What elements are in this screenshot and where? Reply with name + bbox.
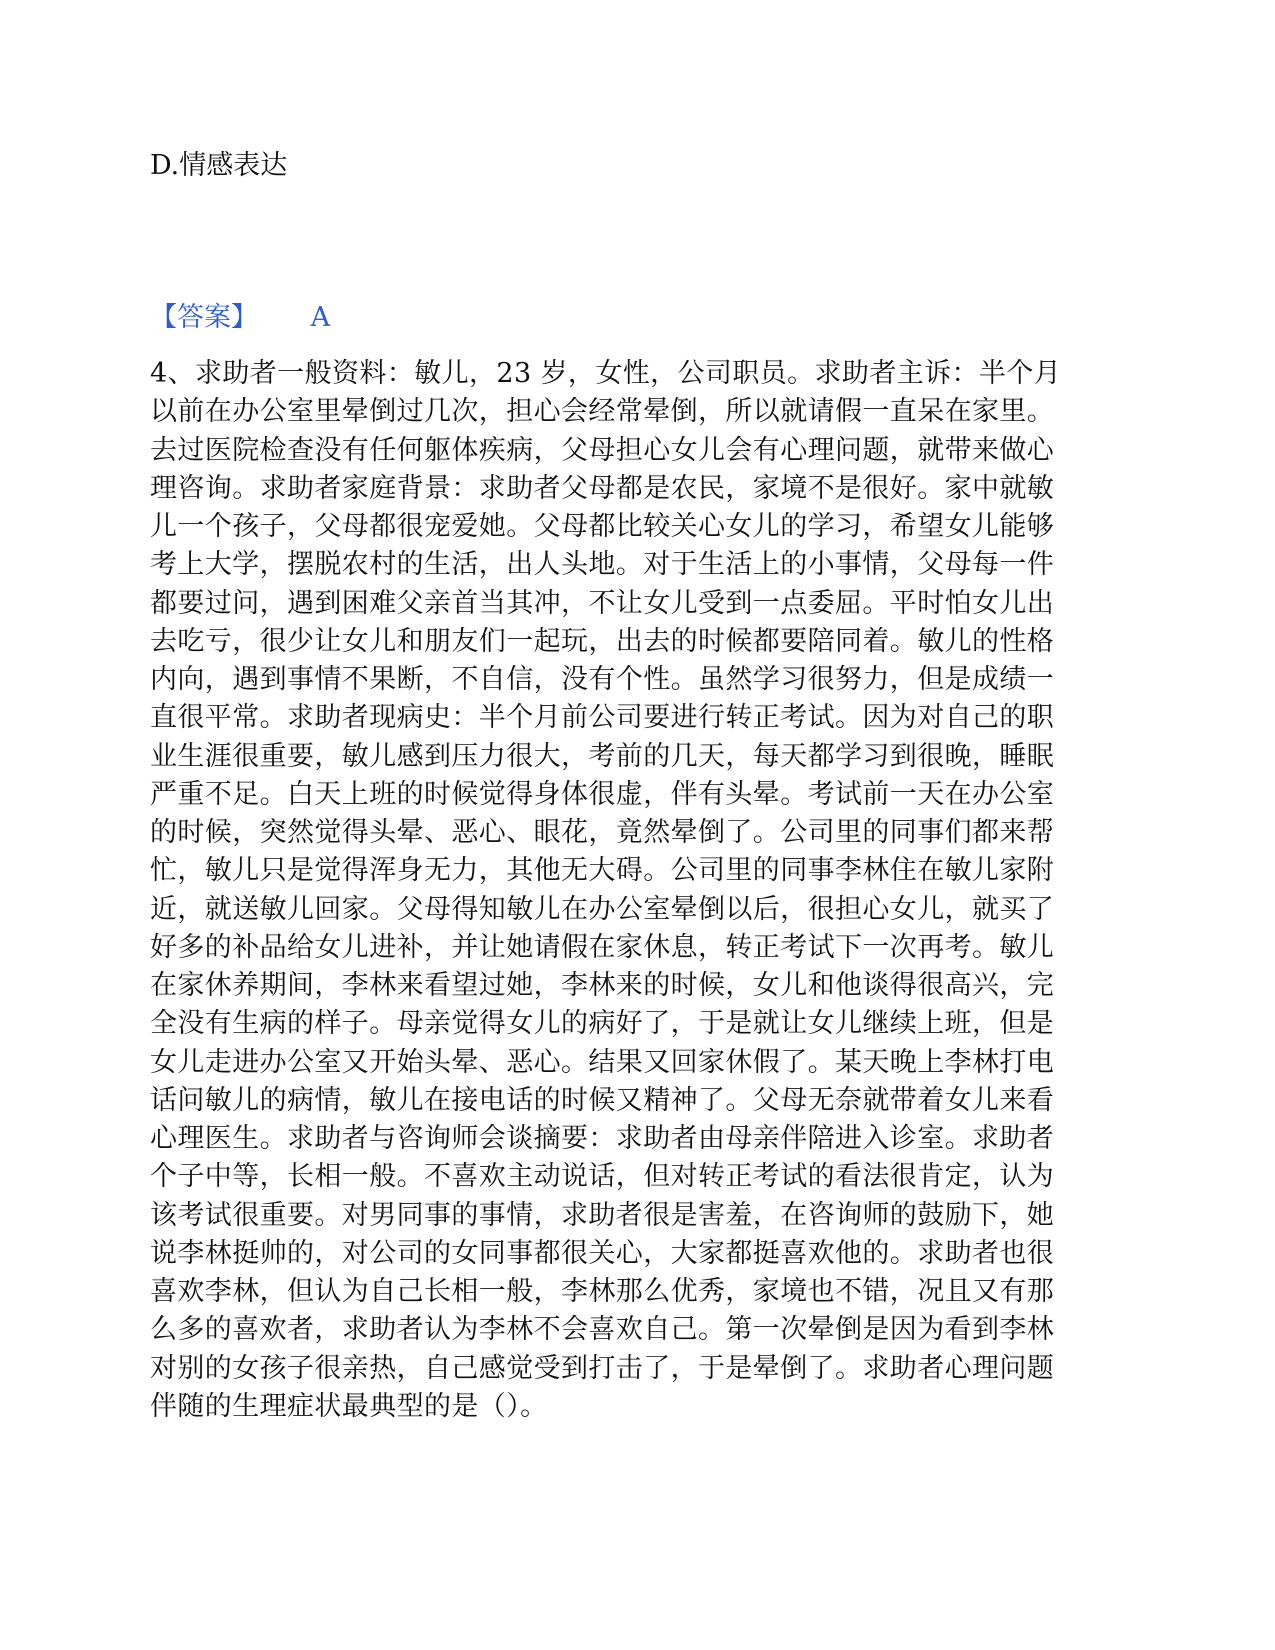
answer-row <box>150 300 330 336</box>
answer-label: 【答案】 <box>150 302 258 333</box>
answer-value: A <box>310 302 331 333</box>
question-line: 考上大学，摆脱农村的生活，出人头地。对于生活上的小事情，父母每一件 <box>150 549 1055 581</box>
question-line: 4、求助者一般资料：敏儿，23 岁，女性，公司职员。求助者主诉：半个月 <box>150 358 1062 389</box>
question-line: 业生涯很重要，敏儿感到压力很大，考前的几天，每天都学习到很晚，睡眠 <box>150 740 1055 772</box>
question-line: 话问敏儿的病情，敏儿在接电话的时候又精神了。父母无奈就带着女儿来看 <box>150 1084 1055 1116</box>
question-line: 对别的女孩子很亲热，自己感觉受到打击了，于是晕倒了。求助者心理问题 <box>150 1352 1055 1384</box>
question-line: 去过医院检查没有任何躯体疾病，父母担心女儿会有心理问题，就带来做心 <box>150 434 1055 466</box>
question-line: 喜欢李林，但认为自己长相一般，李林那么优秀，家境也不错，况且又有那 <box>150 1276 1055 1307</box>
question-line: 伴随的生理症状最典型的是（）。 <box>150 1390 548 1422</box>
question-line: 直很平常。求助者现病史：半个月前公司要进行转正考试。因为对自己的职 <box>150 702 1055 734</box>
question-line: 心理医生。求助者与咨询师会谈摘要：求助者由母亲伴陪进入诊室。求助者 <box>150 1123 1055 1154</box>
question-line: 都要过问，遇到困难父亲首当其冲，不让女儿受到一点委屈。平时怕女儿出 <box>150 587 1055 619</box>
question-line: 全没有生病的样子。母亲觉得女儿的病好了，于是就让女儿继续上班，但是 <box>150 1008 1055 1040</box>
question-line: 严重不足。白天上班的时候觉得身体很虚，伴有头晕。考试前一天在办公室 <box>150 778 1055 810</box>
question-line: 以前在办公室里晕倒过几次，担心会经常晕倒，所以就请假一直呆在家里。 <box>150 396 1055 428</box>
question-line: 去吃亏，很少让女儿和朋友们一起玩，出去的时候都要陪同着。敏儿的性格 <box>150 625 1055 657</box>
question-line: 好多的补品给女儿进补，并让她请假在家休息，转正考试下一次再考。敏儿 <box>150 931 1055 963</box>
question-line: 内向，遇到事情不果断，不自信，没有个性。虽然学习很努力，但是成绩一 <box>150 664 1055 695</box>
question-line: 儿一个孩子，父母都很宠爱她。父母都比较关心女儿的学习，希望女儿能够 <box>150 511 1055 542</box>
question-line: 在家休养期间，李林来看望过她，李林来的时候，女儿和他谈得很高兴，完 <box>150 970 1055 1001</box>
question-line: 该考试很重要。对男同事的事情，求助者很是害羞，在咨询师的鼓励下，她 <box>150 1199 1055 1231</box>
question-paragraph <box>150 355 1070 1426</box>
question-line: 女儿走进办公室又开始头晕、恶心。结果又回家休假了。某天晚上李林打电 <box>150 1046 1055 1078</box>
question-line: 说李林挺帅的，对公司的女同事都很关心，大家都挺喜欢他的。求助者也很 <box>150 1237 1055 1269</box>
option-d-text: D.情感表达 <box>150 150 288 181</box>
question-line: 忙，敏儿只是觉得浑身无力，其他无大碍。公司里的同事李林住在敏儿家附 <box>150 855 1055 887</box>
question-line: 近，就送敏儿回家。父母得知敏儿在办公室晕倒以后，很担心女儿，就买了 <box>150 893 1055 925</box>
question-line: 的时候，突然觉得头晕、恶心、眼花，竟然晕倒了。公司里的同事们都来帮 <box>150 817 1055 848</box>
question-line: 理咨询。求助者家庭背景：求助者父母都是农民，家境不是很好。家中就敏 <box>150 472 1055 504</box>
question-line: 个子中等，长相一般。不喜欢主动说话，但对转正考试的看法很肯定，认为 <box>150 1161 1055 1193</box>
question-line: 么多的喜欢者，求助者认为李林不会喜欢自己。第一次晕倒是因为看到李林 <box>150 1314 1055 1346</box>
